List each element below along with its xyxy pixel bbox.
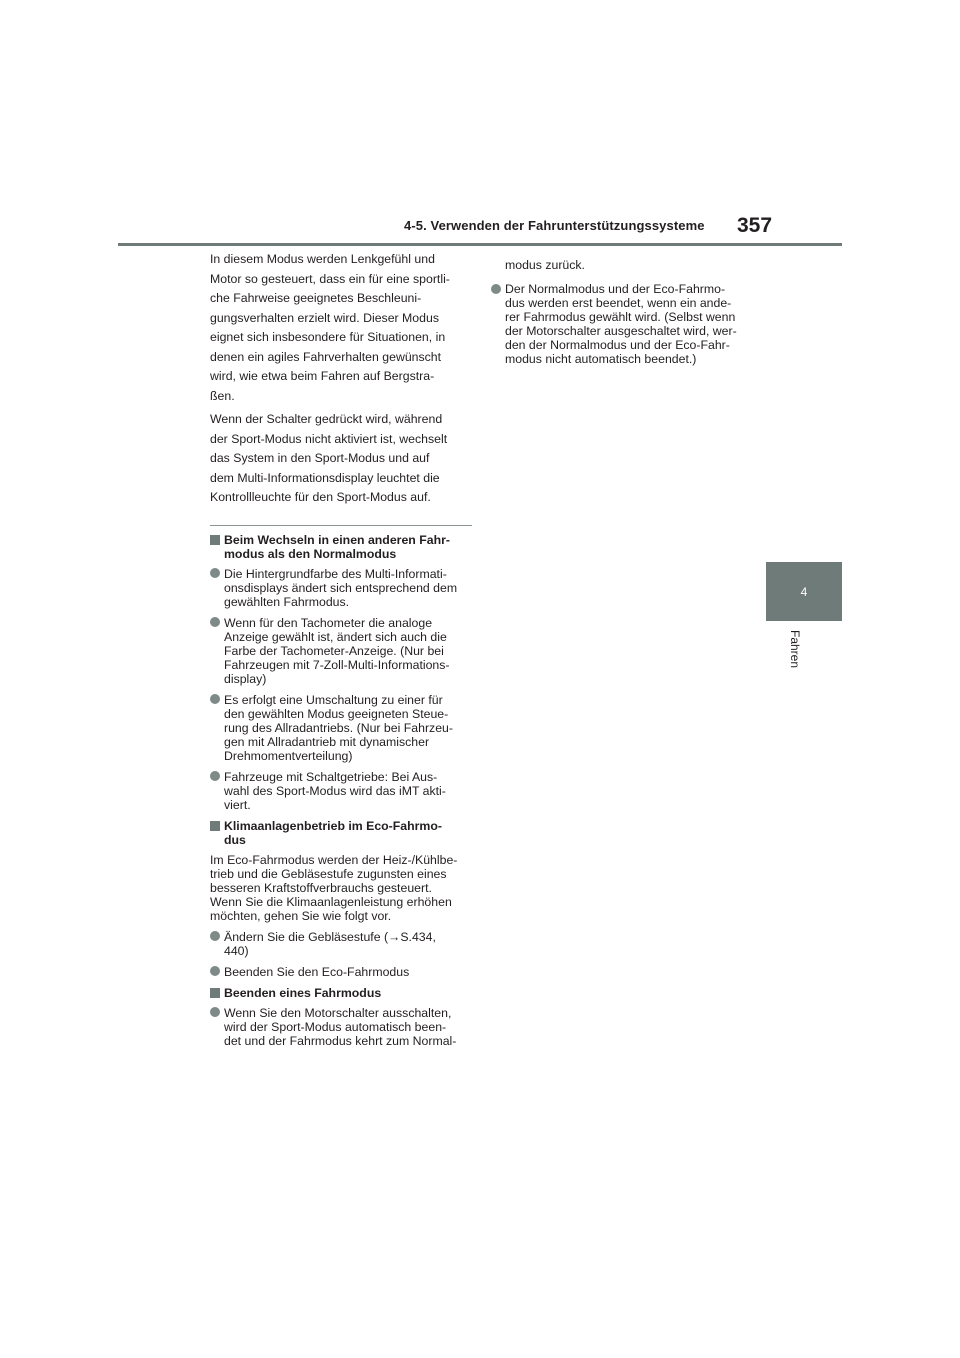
circle-bullet-icon [210, 694, 220, 704]
circle-bullet-icon [210, 966, 220, 976]
intro-paragraph-2: Wenn der Schalter gedrückt wird, während der Sport-Modus nicht aktiviert ist, wechselt das System in den Sport-Modus und auf dem Multi-Informationsdisplay leuchtet die Kontrollleuchte für den Sport-Modus auf. [210, 412, 448, 504]
circle-bullet-icon [210, 568, 220, 578]
circle-bullet-icon [210, 771, 220, 781]
list-item: Fahrzeuge mit Schaltgetriebe: Bei Aus- wahl des Sport-Modus wird das iMT akti- viert. [210, 770, 472, 812]
intro-paragraph-1: In diesem Modus werden Lenkgefühl und Motor so gesteuert, dass ein für eine sportli- che Fahrweise geeignetes Beschleuni- gungsverhalten erzielt wird. Dieser Modus eignet sich insbesondere für Situationen, in denen ein agiles Fahrverhalten gewünscht wird, wie etwa beim Fahren auf Bergstra- ßen. [210, 252, 450, 403]
chapter-label [788, 630, 806, 690]
header-title: 4-5. Verwenden der Fahrunterstützungssysteme [404, 218, 705, 233]
circle-bullet-icon [210, 1007, 220, 1017]
left-column [210, 250, 472, 1055]
circle-bullet-icon [210, 617, 220, 627]
section-divider [210, 525, 472, 526]
circle-bullet-icon [491, 284, 501, 294]
list-item: Ändern Sie die Gebläsestufe (→S.434, 440) [210, 930, 472, 958]
right-column [491, 250, 753, 373]
list-item: Die Hintergrundfarbe des Multi-Informati- onsdisplays ändert sich entsprechend dem gewählten Fahrmodus. [210, 567, 472, 609]
square-bullet-icon [210, 535, 220, 545]
header-divider [118, 243, 842, 246]
continued-text: modus zurück. [505, 258, 585, 272]
square-bullet-icon [210, 821, 220, 831]
list-item: Es erfolgt eine Umschaltung zu einer für den gewählten Modus geeigneten Steue- rung des Allradantriebs. (Nur bei Fahrzeu- gen mit Allradantrieb mit dynamischer Drehmomentverteilung) [210, 693, 472, 763]
list-item: Wenn Sie den Motorschalter ausschalten, wird der Sport-Modus automatisch been- det und der Fahrmodus kehrt zum Normal- [210, 1006, 472, 1048]
chapter-number: 4 [800, 584, 808, 599]
chapter-tab [766, 562, 842, 621]
page-number: 357 [737, 214, 773, 237]
chapter-label-text: Fahren [788, 630, 802, 669]
section-heading-mode-change: Beim Wechseln in einen anderen Fahr- modus als den Normalmodus [210, 533, 472, 561]
section-heading-climate-eco: Klimaanlagenbetrieb im Eco-Fahrmo- dus [210, 819, 472, 847]
square-bullet-icon [210, 988, 220, 998]
list-item: Wenn für den Tachometer die analoge Anzeige gewählt ist, ändert sich auch die Farbe der Tachometer-Anzeige. (Nur bei Fahrzeugen mit 7-Zoll-Multi-Informations- display) [210, 616, 472, 686]
list-item: Beenden Sie den Eco-Fahrmodus [210, 965, 472, 979]
list-item: Der Normalmodus und der Eco-Fahrmo- dus werden erst beendet, wenn ein ande- rer Fahrmodus gewählt wird. (Selbst wenn der Motorschalter ausgeschaltet wird, wer- den der Normalmodus und der Eco-Fahr- modus nicht automatisch beendet.) [491, 282, 753, 366]
circle-bullet-icon [210, 931, 220, 941]
body-text: Im Eco-Fahrmodus werden der Heiz-/Kühlbe- trieb und die Gebläsestufe zugunsten eines besseren Kraftstoffverbrauchs gesteuert. Wenn Sie die Klimaanlagenleistung erhöhen möchten, gehen Sie wie folgt vor. [210, 852, 458, 923]
section-heading-end-mode: Beenden eines Fahrmodus [210, 986, 472, 1000]
